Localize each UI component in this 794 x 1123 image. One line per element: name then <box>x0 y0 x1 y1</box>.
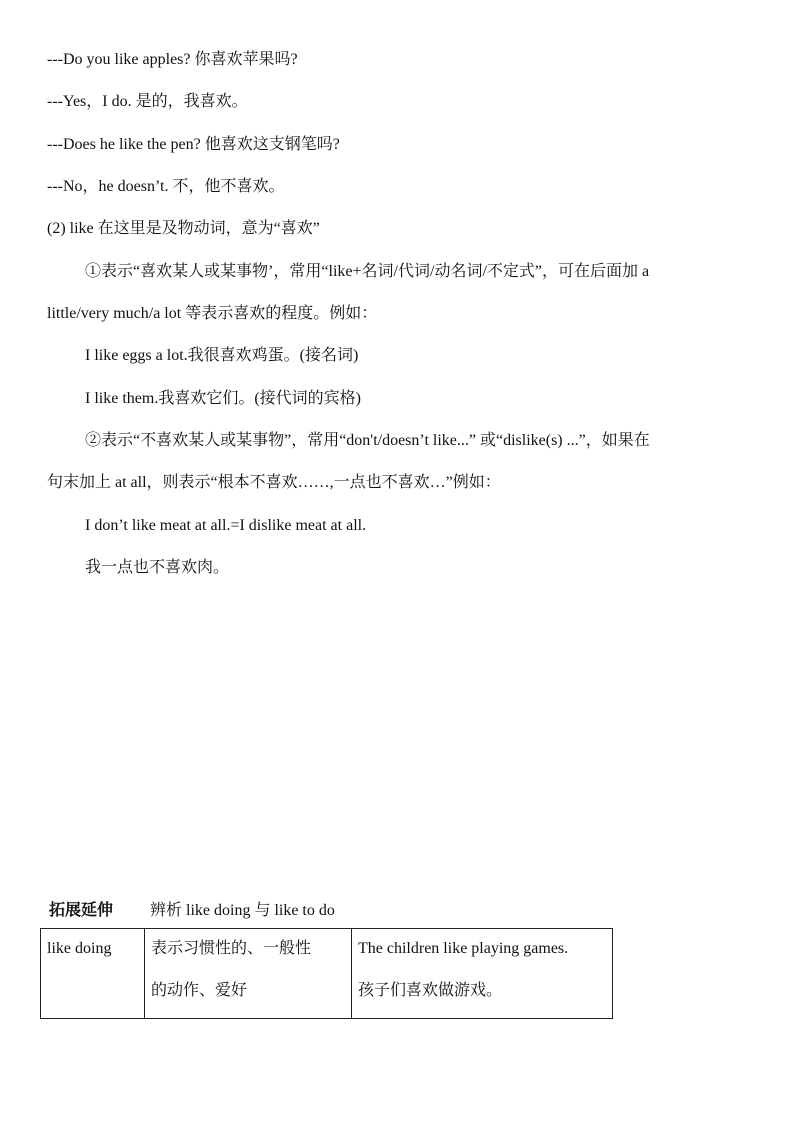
extension-title: 拓展延伸 <box>49 902 114 919</box>
extension-subtitle: 辨析 like doing 与 like to do <box>150 902 335 919</box>
rule-1-line-2: little/very much/a lot 等表示喜欢的程度。例如： <box>47 305 378 322</box>
dialogue-line-2: ---Yes，I do. 是的，我喜欢。 <box>47 93 248 110</box>
rule-2-line-1: ②表示“不喜欢某人或某事物”，常用“don't/doesn’t like...” 或“dislike(s) ...”，如果在 <box>85 432 650 449</box>
table-cell-meaning <box>145 929 352 1019</box>
meaning-line-1: 表示习惯性的、一般性 <box>151 940 312 957</box>
dialogue-line-3: ---Does he like the pen? 他喜欢这支钢笔吗? <box>47 136 340 153</box>
table-row <box>41 929 613 1019</box>
example-line-4: 我一点也不喜欢肉。 <box>85 559 230 576</box>
rule-2-line-2: 句末加上 at all，则表示“根本不喜欢……,一点也不喜欢…”例如： <box>47 474 501 491</box>
meaning-line-2: 的动作、爱好 <box>151 982 248 999</box>
section-heading-2: (2) like 在这里是及物动词，意为“喜欢” <box>47 220 320 237</box>
example-line-3: I don’t like meat at all.=I dislike meat at all. <box>85 517 367 534</box>
table-cell-example <box>352 929 613 1019</box>
table-cell-term <box>41 929 145 1019</box>
example-zh: 孩子们喜欢做游戏。 <box>358 982 503 999</box>
rule-1-line-1: ①表示“喜欢某人或某事物’，常用“like+名词/代词/动名词/不定式”，可在后面加 a <box>85 263 650 280</box>
example-line-1: I like eggs a lot.我很喜欢鸡蛋。(接名词) <box>85 347 359 364</box>
dialogue-line-4: ---No，he doesn’t. 不，他不喜欢。 <box>47 178 285 195</box>
example-en: The children like playing games. <box>358 940 569 957</box>
term-text: like doing <box>47 940 112 957</box>
comparison-table <box>40 928 613 1019</box>
example-line-2: I like them.我喜欢它们。(接代词的宾格) <box>85 390 361 407</box>
dialogue-line-1: ---Do you like apples? 你喜欢苹果吗? <box>47 51 298 68</box>
